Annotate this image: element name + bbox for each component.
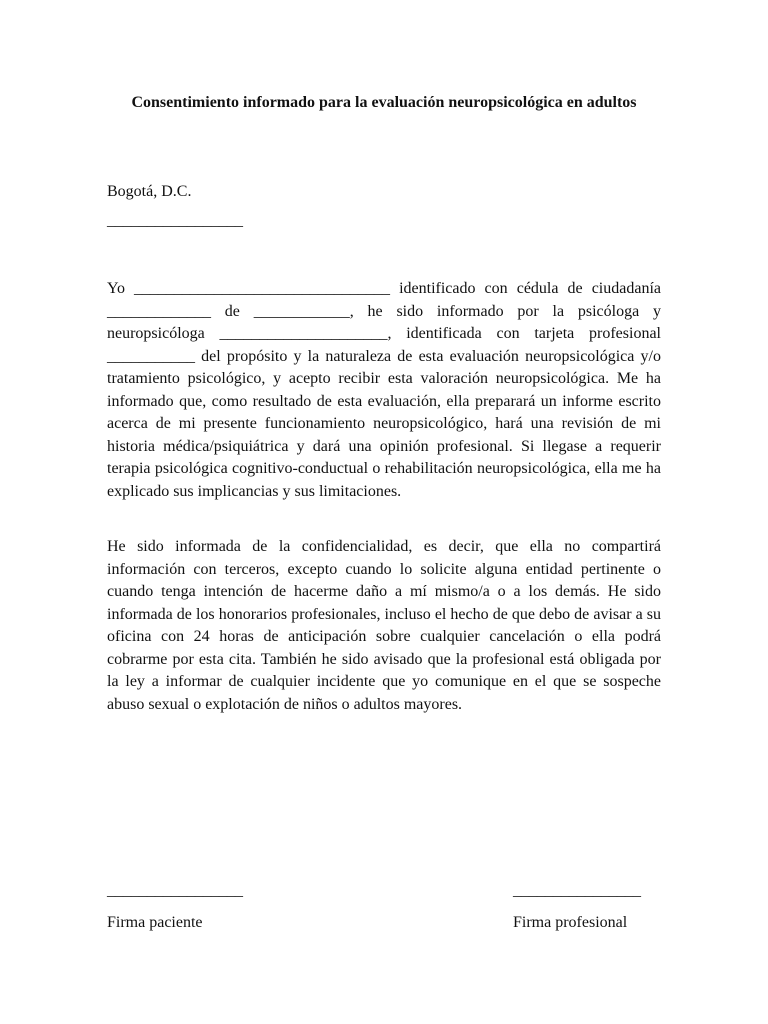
- document-page: [107, 0, 661, 1024]
- consent-paragraph-1: Yo ________________________________ identificado con cédula de ciudadanía _____________ de ____________, he sido informado por la psicóloga y neuropsicóloga _____________________, identificada con tarjeta profesional ___________ del propósito y la naturaleza de esta evaluación neuropsicológica y/o tratamiento psicológico, y acepto recibir esta valoración neuropsicológica. Me ha informado que, como resultado de esta evaluación, ella preparará un informe escrito acerca de mi presente funcionamiento neuropsicológico, hará una revisión de mi historia médica/psiquiátrica y dará una opinión profesional. Si llegase a requerir terapia psicológica cognitivo-conductual o rehabilitación neuropsicológica, ella me ha explicado sus implicancias y sus limitaciones.: [107, 280, 661, 500]
- date-blank: _________________: [107, 212, 243, 229]
- city-line: Bogotá, D.C.: [107, 183, 192, 200]
- consent-paragraph-2: He sido informada de la confidencialidad, es decir, que ella no compartirá información con terceros, excepto cuando lo solicite alguna entidad pertinente o cuando tenga intención de hacerme daño a mí mismo/a o a los demás. He sido informada de los honorarios profesionales, incluso el hecho de que debo de avisar a su oficina con 24 horas de anticipación sobre cualquier cancelación o ella podrá cobrarme por esta cita. También he sido avisado que la profesional está obligada por la ley a informar de cualquier incidente que yo comunique en el que se sospeche abuso sexual o explotación de niños o adultos mayores.: [107, 538, 661, 713]
- patient-signature-label: Firma paciente: [107, 914, 203, 931]
- patient-signature-line: _________________: [107, 882, 243, 899]
- professional-signature-label: Firma profesional: [513, 914, 628, 931]
- document-title: Consentimiento informado para la evaluación neuropsicológica en adultos: [131, 94, 637, 111]
- professional-signature-line: ________________: [513, 882, 641, 899]
